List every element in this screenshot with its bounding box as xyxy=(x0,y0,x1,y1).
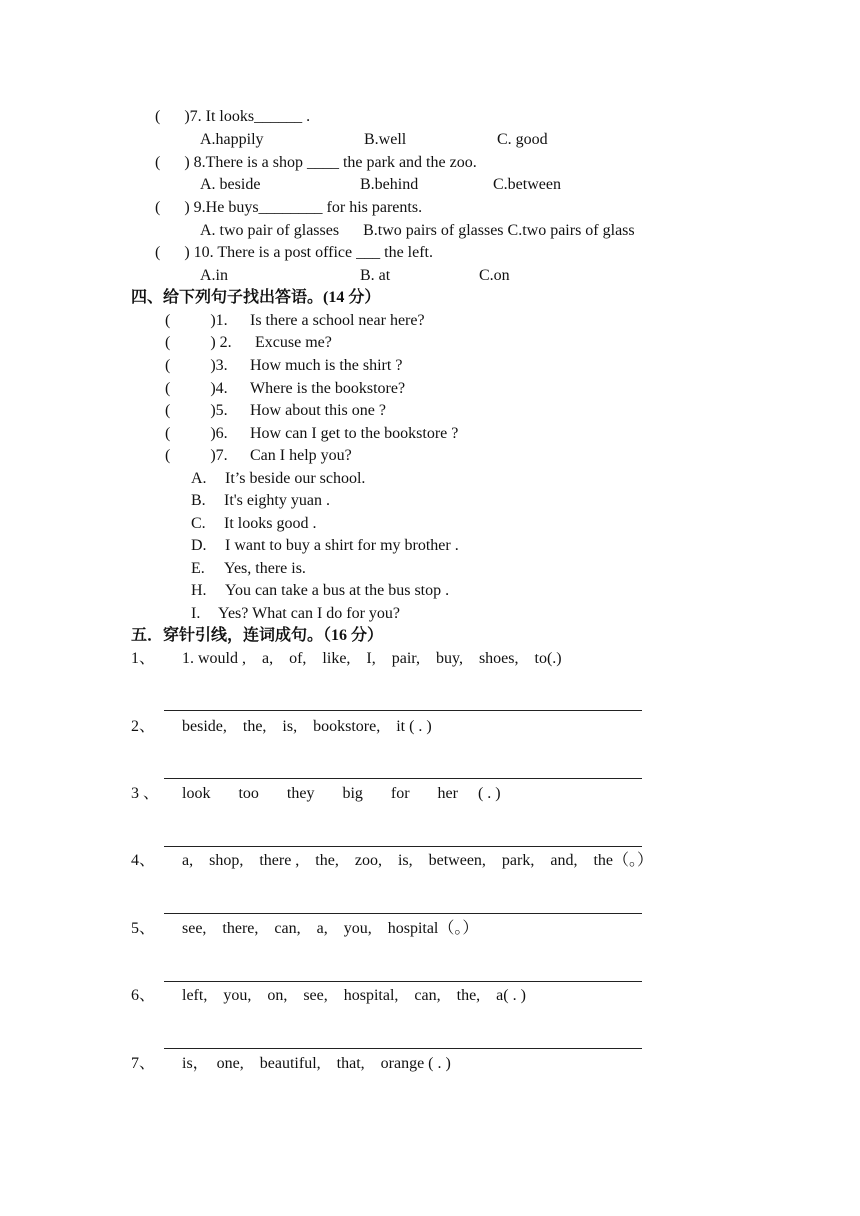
s4-question-2: Excuse me? xyxy=(255,334,332,351)
s4-answer-letter-a: A. xyxy=(191,470,207,487)
q8-option-a: A. beside xyxy=(200,176,261,193)
q10-option-a: A.in xyxy=(200,267,228,284)
s5-words-5: see, there, can, a, you, hospital（。） xyxy=(182,920,479,937)
s4-answer-letter-e: E. xyxy=(191,560,205,577)
s4-answer-b: It's eighty yuan . xyxy=(224,492,330,509)
s4-paren-2: ( ) 2. xyxy=(165,334,232,351)
s4-answer-letter-b: B. xyxy=(191,492,206,509)
s5-num-4: 4、 xyxy=(131,852,156,869)
s5-answer-line-1[interactable] xyxy=(164,710,642,711)
s5-num-7: 7、 xyxy=(131,1055,156,1072)
q9-stem: ( ) 9.He buys________ for his parents. xyxy=(155,199,423,216)
s4-paren-5: ( )5. xyxy=(165,402,228,419)
s4-paren-6: ( )6. xyxy=(165,425,228,442)
s5-words-4: a, shop, there , the, zoo, is, between, park, and, the（。） xyxy=(182,852,654,869)
q7-option-b: B.well xyxy=(364,131,407,148)
q10-option-b: B. at xyxy=(360,267,391,284)
s4-paren-1: ( )1. xyxy=(165,312,228,329)
s4-question-1: Is there a school near here? xyxy=(250,312,425,329)
q10-option-c: C.on xyxy=(479,267,510,284)
q8-stem: ( ) 8.There is a shop ____ the park and the zoo. xyxy=(155,154,477,171)
q7-option-a: A.happily xyxy=(200,131,264,148)
s5-num-6: 6、 xyxy=(131,987,156,1004)
s4-question-3: How much is the shirt ? xyxy=(250,357,403,374)
s5-num-2: 2、 xyxy=(131,718,156,735)
section4-title: 四、给下列句子找出答语。(14 分） xyxy=(131,289,381,306)
s5-words-6: left, you, on, see, hospital, can, the, a( . ) xyxy=(182,987,526,1004)
s5-answer-line-4[interactable] xyxy=(164,913,642,914)
q8-option-c: C.between xyxy=(493,176,561,193)
s4-question-4: Where is the bookstore? xyxy=(250,380,406,397)
s4-answer-a: It’s beside our school. xyxy=(225,470,366,487)
section5-title: 五．穿针引线，连词成句。（16 分） xyxy=(131,627,384,644)
s4-question-5: How about this one ? xyxy=(250,402,386,419)
s4-answer-letter-c: C. xyxy=(191,515,206,532)
s4-paren-3: ( )3. xyxy=(165,357,228,374)
q7-option-c: C. good xyxy=(497,131,548,148)
s4-answer-letter-h: H. xyxy=(191,582,207,599)
s4-answer-d: I want to buy a shirt for my brother . xyxy=(225,537,459,554)
s5-answer-line-5[interactable] xyxy=(164,981,642,982)
s5-words-3: look too they big for her ( . ) xyxy=(182,785,501,802)
s4-paren-7: ( )7. xyxy=(165,447,228,464)
s4-question-7: Can I help you? xyxy=(250,447,352,464)
s5-words-2: beside, the, is, bookstore, it ( . ) xyxy=(182,718,432,735)
s5-num-3: 3 、 xyxy=(131,785,160,802)
s5-words-1: 1. would , a, of, like, I, pair, buy, shoes, to(.) xyxy=(182,650,562,667)
s4-answer-letter-i: I. xyxy=(191,605,201,622)
q7-stem: ( )7. It looks______ . xyxy=(155,108,311,125)
q9-options: A. two pair of glasses B.two pairs of glasses C.two pairs of glass xyxy=(200,222,635,239)
s4-answer-h: You can take a bus at the bus stop . xyxy=(225,582,450,599)
s5-answer-line-6[interactable] xyxy=(164,1048,642,1049)
s4-answer-i: Yes? What can I do for you? xyxy=(218,605,401,622)
s4-paren-4: ( )4. xyxy=(165,380,228,397)
s5-answer-line-2[interactable] xyxy=(164,778,642,779)
q10-stem: ( ) 10. There is a post office ___ the left. xyxy=(155,244,433,261)
s5-num-5: 5、 xyxy=(131,920,156,937)
s4-answer-letter-d: D. xyxy=(191,537,207,554)
s4-answer-e: Yes, there is. xyxy=(224,560,306,577)
q8-option-b: B.behind xyxy=(360,176,419,193)
s4-question-6: How can I get to the bookstore ? xyxy=(250,425,459,442)
s5-num-1: 1、 xyxy=(131,650,156,667)
s5-answer-line-3[interactable] xyxy=(164,846,642,847)
s5-words-7: is， one, beautiful, that, orange ( . ) xyxy=(182,1055,451,1072)
s4-answer-c: It looks good . xyxy=(224,515,317,532)
